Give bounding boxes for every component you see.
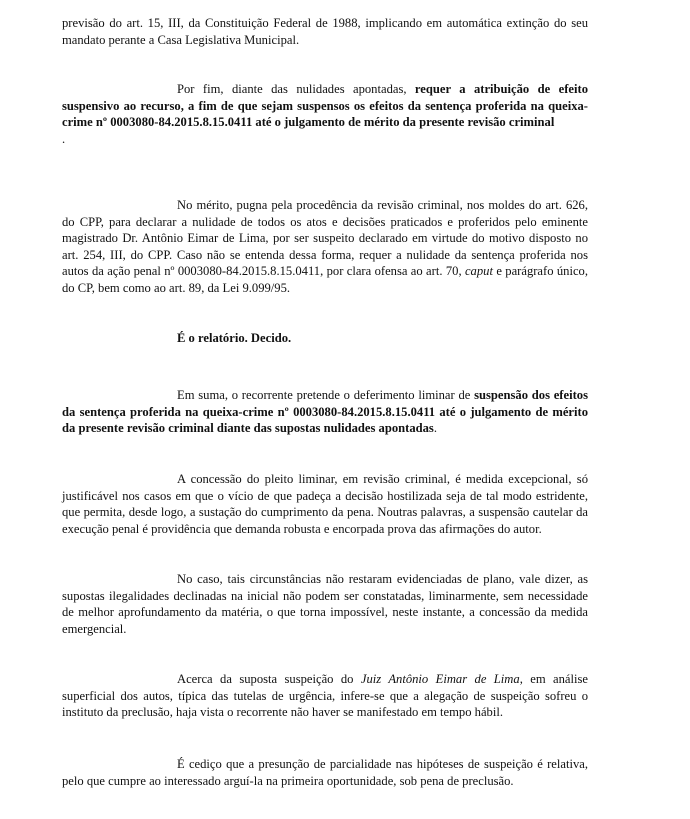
paragraph-text: e parágrafo único, do CP, bem como ao art. 89, da Lei 9.099/95. <box>62 264 589 295</box>
paragraph-preclusion <box>62 756 588 789</box>
paragraph-text: No mérito, pugna pela procedência da revisão criminal, nos moldes do art. 626, do CPP, para declarar a nulidade de todos os atos e decisões praticados e proferidos pelo eminente magistrado Dr. Antônio Eimar de Lima, por ser suspeito declarado em virtude do motivo disposto no art. 254, III, do CPP. Caso não se entenda dessa forma, requer a nulidade da sentença proferida nos autos da ação penal nº 0003080-84.2015.8.15.0411, por clara ofensa ao art. 70, <box>62 198 588 278</box>
italic-judge-name: Juiz Antônio Eimar de Lima <box>360 672 520 686</box>
paragraph-injunction-concession <box>62 471 588 537</box>
paragraph-text: Em suma, o recorrente pretende o deferimento liminar de <box>177 388 475 402</box>
paragraph-text: Acerca da suposta suspeição do <box>177 672 361 686</box>
paragraph-merit <box>62 197 588 296</box>
section-heading: É o relatório. Decido. <box>177 331 292 345</box>
bold-summary-text: suspensão dos efeitos da sentença proferida na queixa-crime nº 0003080-84.2015.8.15.0411 até o julgamento de mérito da presente revisão criminal diante das supostas nulidades apontadas <box>62 388 588 435</box>
paragraph-text: Por fim, diante das nulidades apontadas, <box>177 82 415 96</box>
paragraph-summary <box>62 387 588 437</box>
paragraph-text: previsão do art. 15, III, da Constituição Federal de 1988, implicando em automática extinção do seu mandato perante a Casa Legislativa Municipal. <box>62 16 588 47</box>
bold-request-text: requer a atribuição de efeito suspensivo ao recurso, a fim de que sejam suspensos os efeitos da sentença proferida na queixa-crime nº 0003080-84.2015.8.15.0411 até o julgamento de mérito da presente revisão criminal <box>62 82 588 129</box>
paragraph-mandate-extinction <box>62 15 588 48</box>
paragraph-suspensive-effect-request <box>62 81 588 147</box>
paragraph-no-evidence <box>62 571 588 637</box>
paragraph-suspicion <box>62 671 588 721</box>
paragraph-text: . <box>433 421 437 435</box>
paragraph-end-mark: . <box>62 131 66 146</box>
paragraph-text: A concessão do pleito liminar, em revisão criminal, é medida excepcional, só justificável nos casos em que o vício de que padeça a decisão hostilizada seja de tal modo estridente, que permita, desde logo, a sustação do cumprimento da pena. Noutras palavras, a suspensão cautelar da execução penal é providência que demanda robusta e encorpada prova das afirmações do autor. <box>62 472 588 536</box>
italic-caput: caput <box>464 264 493 278</box>
paragraph-text: No caso, tais circunstâncias não restaram evidenciadas de plano, vale dizer, as supostas ilegalidades declinadas na inicial não podem ser constatadas, liminarmente, sem necessidade de melhor aprofundamento da matéria, o que torna impossível, neste instante, a concessão da medida emergencial. <box>62 572 588 636</box>
paragraph-text: , em análise superficial dos autos, típica das tutelas de urgência, infere-se que a alegação de suspeição sofreu o instituto da preclusão, haja vista o recorrente não haver se manifestado em tempo hábil. <box>62 672 589 719</box>
paragraph-text: É cediço que a presunção de parcialidade nas hipóteses de suspeição é relativa, pelo que cumpre ao interessado arguí-la na primeira oportunidade, sob pena de preclusão. <box>62 757 588 788</box>
